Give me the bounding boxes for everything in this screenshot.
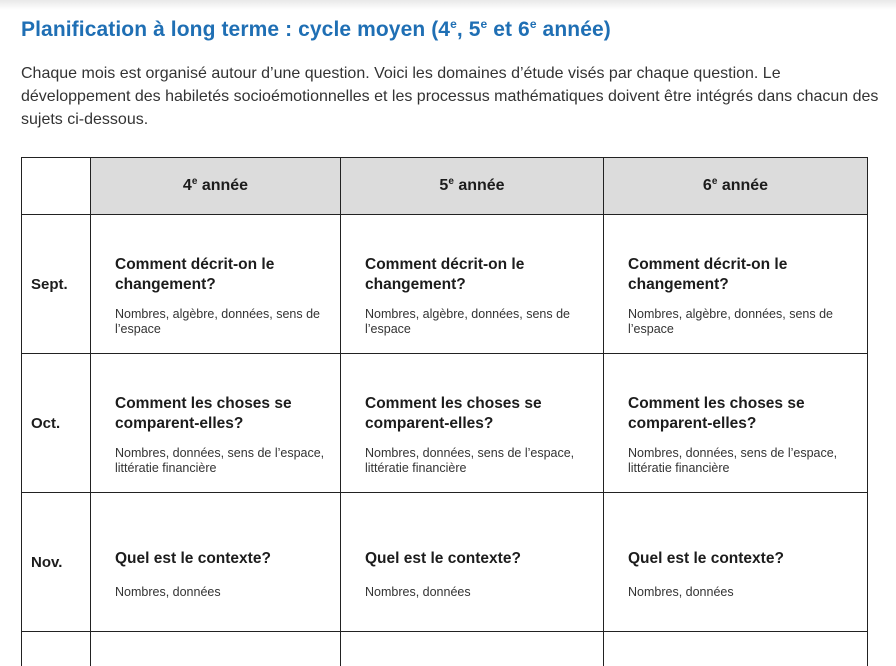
empty-cell [91,632,341,666]
cell-question: Comment les choses se comparent-elles? [365,395,542,432]
month-label: Oct. [22,354,91,493]
empty-cell [341,632,604,666]
cell-domains: Nombres, données, sens de l’espace, littératie financière [365,446,575,475]
empty-cell [22,632,91,666]
empty-cell [604,632,868,666]
table-cell [91,354,341,493]
header-grade-4: 4e année [91,158,341,215]
cell-question: Quel est le contexte? [115,549,271,567]
header-grade-5: 5e année [341,158,604,215]
planning-table [21,157,868,666]
table-cell [91,493,341,632]
cell-domains: Nombres, algèbre, données, sens de l’espace [115,307,320,336]
cell-domains: Nombres, données, sens de l’espace, littératie financière [628,446,838,475]
month-label: Nov. [22,493,91,632]
corner-cell [22,158,91,215]
table-row [22,354,868,493]
table-cell [604,215,868,354]
cell-domains: Nombres, données [115,584,221,599]
table-cell [604,354,868,493]
table-cell [341,493,604,632]
cell-question: Comment décrit-on le changement? [628,256,788,293]
table-row-partial [22,632,868,666]
cell-question: Comment les choses se comparent-elles? [628,395,805,432]
month-label: Sept. [22,215,91,354]
table-cell [91,215,341,354]
table-row [22,215,868,354]
cell-domains: Nombres, algèbre, données, sens de l’espace [365,307,570,336]
cell-question: Comment décrit-on le changement? [365,256,525,293]
page-title: Planification à long terme : cycle moyen (4e, 5e et 6e année) [21,17,611,41]
cell-question: Quel est le contexte? [365,549,521,567]
table-row [22,493,868,632]
cell-domains: Nombres, données, sens de l’espace, littératie financière [115,446,325,475]
table-header-row [22,158,868,215]
cell-question: Comment les choses se comparent-elles? [115,395,292,432]
cell-domains: Nombres, données [365,584,471,599]
top-shadow [0,0,896,10]
cell-domains: Nombres, algèbre, données, sens de l’espace [628,307,833,336]
table-cell [341,215,604,354]
table-cell [341,354,604,493]
intro-paragraph: Chaque mois est organisé autour d’une question. Voici les domaines d’étude visés par chaque question. Le développement des habiletés socioémotionnelles et les processus mathématiques doivent être intégrés dans chacun des sujets ci-dessous. [21,65,879,128]
cell-question: Quel est le contexte? [628,549,784,567]
cell-question: Comment décrit-on le changement? [115,256,275,293]
header-grade-6: 6e année [604,158,868,215]
table-cell [604,493,868,632]
cell-domains: Nombres, données [628,584,734,599]
